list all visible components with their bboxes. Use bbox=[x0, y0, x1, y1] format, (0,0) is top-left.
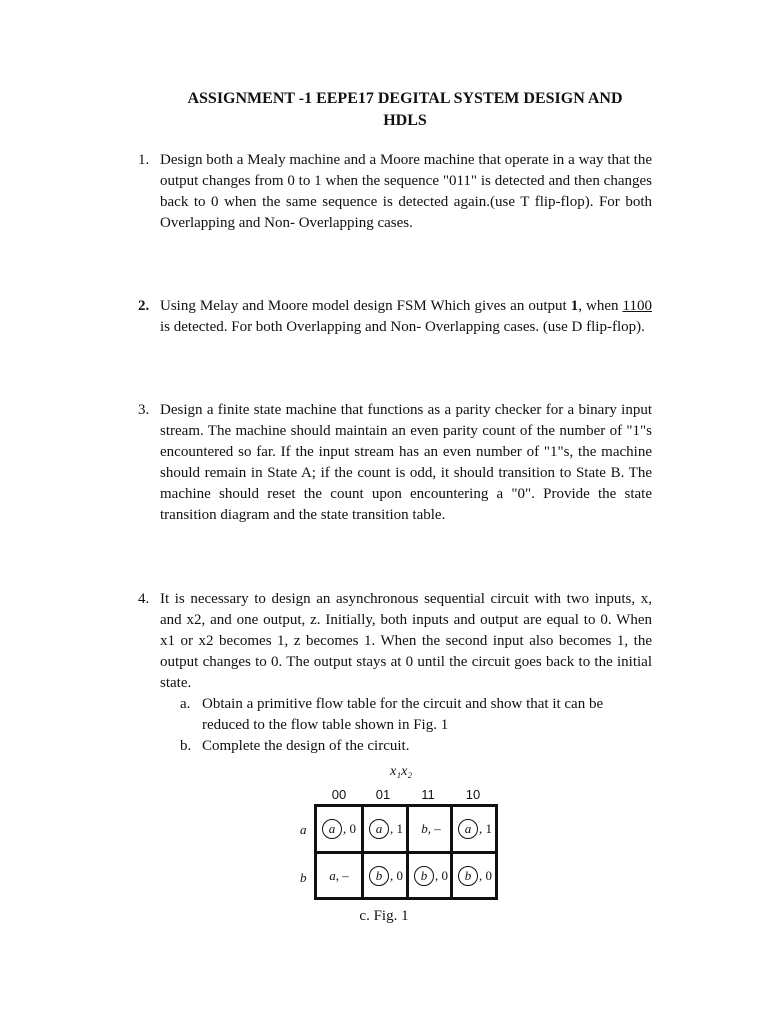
question-3-text: Design a finite state machine that functions as a parity checker for a binary input stream. The machine should maintain an even parity count of the number of "1"s encountered so far. If the input stream has an even number of "1"s, the machine should remain in State A; if the count is odd, it should transition to State B. The machine should reset the count upon encountering a "0". Provide the state transition diagram and the state transition table. bbox=[160, 402, 652, 523]
cell-output: , 0 bbox=[479, 868, 492, 883]
flow-table-col-header: 01 bbox=[375, 787, 391, 802]
flow-table-col-header: 00 bbox=[331, 787, 347, 802]
flow-table-grid bbox=[314, 804, 498, 900]
cell-output: , – bbox=[427, 821, 441, 836]
sub-b-label: b. bbox=[180, 738, 192, 754]
question-1 bbox=[138, 150, 652, 234]
cell-output: , 0 bbox=[343, 821, 356, 836]
stable-state: a bbox=[458, 819, 478, 839]
question-2 bbox=[138, 296, 652, 338]
question-3-number: 3. bbox=[138, 402, 150, 418]
flow-table-cell bbox=[409, 854, 453, 898]
stable-state: b bbox=[369, 866, 389, 886]
sub-a-label: a. bbox=[180, 696, 191, 712]
next-state: b bbox=[421, 821, 428, 836]
question-1-text: Design both a Mealy machine and a Moore machine that operate in a way that the output changes from 0 to 1 when the sequence "011" is detected and then changes back to 0 when the same sequence is detected again.(use T flip-flop). For both Overlapping and Non- Overlapping cases. bbox=[160, 152, 652, 231]
stable-state: b bbox=[458, 866, 478, 886]
stable-state: a bbox=[369, 819, 389, 839]
flow-table-cell bbox=[453, 854, 497, 898]
question-4-text: It is necessary to design an asynchronous sequential circuit with two inputs, x, and x2, and one output, z. Initially, both inputs and output are equal to 0. When x1 or x2 becomes 1, z becomes 1. When the second input also becomes 1, the output changes to 0. The output stays at 0 until the circuit goes back to the initial state. bbox=[160, 591, 652, 691]
assignment-title bbox=[130, 88, 680, 132]
flow-table-cell bbox=[317, 807, 361, 851]
flow-table-col-header: 11 bbox=[421, 787, 435, 802]
flow-table-cell bbox=[364, 854, 408, 898]
question-1-number: 1. bbox=[138, 152, 150, 168]
title-line-2: HDLS bbox=[383, 112, 427, 129]
flow-table-cell bbox=[364, 807, 408, 851]
sub-b-text: Complete the design of the circuit. bbox=[202, 738, 410, 754]
question-4-sub-a bbox=[180, 694, 650, 736]
question-2-text bbox=[160, 296, 652, 338]
cell-output: , 0 bbox=[435, 868, 448, 883]
question-4 bbox=[138, 589, 652, 694]
title-line-1: ASSIGNMENT -1 EEPE17 DEGITAL SYSTEM DESIGN AND bbox=[187, 90, 623, 107]
flow-table-col-header: 10 bbox=[465, 787, 481, 802]
question-4-sub-b bbox=[180, 736, 650, 757]
flow-table-variables: x₁x₂ bbox=[390, 764, 413, 779]
figure-caption: c. Fig. 1 bbox=[359, 908, 409, 924]
sub-a-text: Obtain a primitive flow table for the circuit and show that it can be reduced to the flow table shown in Fig. 1 bbox=[202, 696, 604, 733]
question-2-part2: , when bbox=[578, 298, 623, 314]
flow-table-cell bbox=[453, 807, 497, 851]
cell-output: , 1 bbox=[390, 821, 403, 836]
stable-state: b bbox=[414, 866, 434, 886]
cell-output: , 0 bbox=[390, 868, 403, 883]
question-2-sequence: 1100 bbox=[622, 298, 652, 314]
cell-output: , 1 bbox=[479, 821, 492, 836]
stable-state: a bbox=[322, 819, 342, 839]
question-2-bold-output: 1 bbox=[570, 298, 579, 314]
question-2-number: 2. bbox=[138, 298, 150, 314]
cell-output: , – bbox=[335, 868, 349, 883]
question-2-part3: is detected. For both Overlapping and Non- Overlapping cases. (use D flip-flop). bbox=[160, 319, 645, 335]
question-4-number: 4. bbox=[138, 591, 150, 607]
question-2-part1: Using Melay and Moore model design FSM Which gives an output bbox=[160, 298, 571, 314]
flow-table-row-label: b bbox=[300, 870, 307, 885]
question-3 bbox=[138, 400, 652, 526]
flow-table-cell bbox=[317, 854, 361, 898]
next-state: a bbox=[329, 868, 336, 883]
flow-table-cell bbox=[409, 807, 453, 851]
flow-table-row-label: a bbox=[300, 822, 307, 837]
